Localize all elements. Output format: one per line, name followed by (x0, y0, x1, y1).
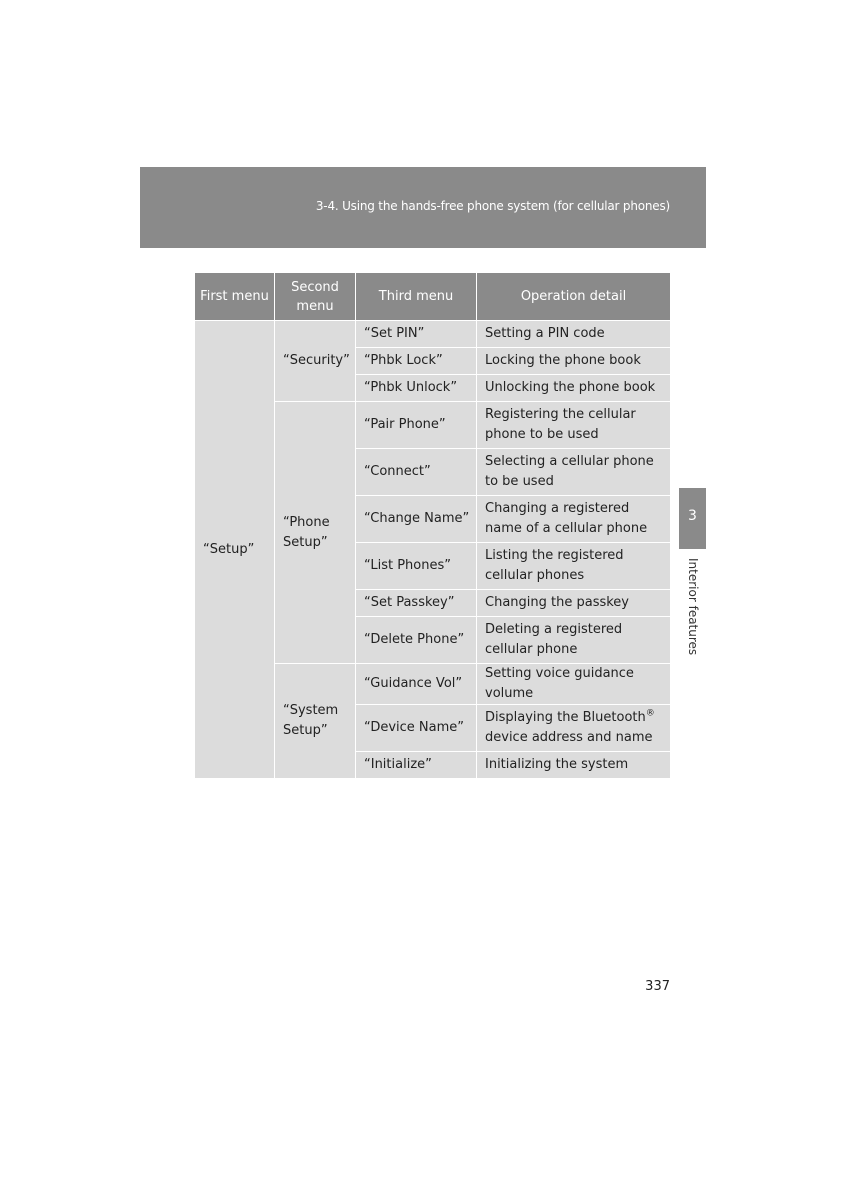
third-menu-cell: “Phbk Lock” (356, 348, 477, 375)
operation-detail-cell: Deleting a registered cellular phone (477, 617, 671, 664)
operation-detail-cell: Changing a registered name of a cellular phone (477, 496, 671, 543)
chapter-number: 3 (688, 508, 697, 524)
third-menu-cell: “Device Name” (356, 705, 477, 752)
chapter-label-text: Interior features (686, 558, 700, 656)
second-menu-cell: “Security” (275, 321, 356, 402)
table-row (195, 321, 671, 348)
operation-detail-cell (477, 705, 671, 752)
table-header-row (195, 273, 671, 321)
third-menu-cell: “Connect” (356, 449, 477, 496)
detail-text-a: Displaying the Bluetooth (485, 710, 646, 725)
operation-detail-cell: Registering the cellular phone to be used (477, 402, 671, 449)
operation-detail-cell: Selecting a cellular phone to be used (477, 449, 671, 496)
chapter-label (686, 558, 700, 658)
third-menu-cell: “Set PIN” (356, 321, 477, 348)
second-menu-cell: “Phone Setup” (275, 402, 356, 664)
menu-table (194, 272, 671, 779)
third-menu-cell: “Pair Phone” (356, 402, 477, 449)
chapter-tab (679, 488, 706, 549)
section-title: 3-4. Using the hands-free phone system (for cellular phones) (315, 199, 670, 213)
column-header-second-menu: Second menu (275, 273, 356, 321)
section-header-band (140, 167, 706, 248)
operation-detail-cell: Unlocking the phone book (477, 375, 671, 402)
third-menu-cell: “Delete Phone” (356, 617, 477, 664)
operation-detail-cell: Locking the phone book (477, 348, 671, 375)
third-menu-cell: “List Phones” (356, 543, 477, 590)
third-menu-cell: “Phbk Unlock” (356, 375, 477, 402)
operation-detail-cell: Setting voice guidance volume (477, 664, 671, 705)
detail-text-b: device address and name (485, 730, 653, 745)
operation-detail-cell: Initializing the system (477, 752, 671, 779)
page-number: 337 (645, 979, 670, 994)
third-menu-cell: “Initialize” (356, 752, 477, 779)
operation-detail-cell: Setting a PIN code (477, 321, 671, 348)
second-menu-cell: “System Setup” (275, 664, 356, 779)
column-header-first-menu: First menu (195, 273, 275, 321)
first-menu-cell: “Setup” (195, 321, 275, 779)
third-menu-cell: “Set Passkey” (356, 590, 477, 617)
operation-detail-cell: Listing the registered cellular phones (477, 543, 671, 590)
registered-mark: ® (645, 708, 655, 719)
column-header-third-menu: Third menu (356, 273, 477, 321)
third-menu-cell: “Guidance Vol” (356, 664, 477, 705)
operation-detail-cell: Changing the passkey (477, 590, 671, 617)
column-header-operation-detail: Operation detail (477, 273, 671, 321)
third-menu-cell: “Change Name” (356, 496, 477, 543)
